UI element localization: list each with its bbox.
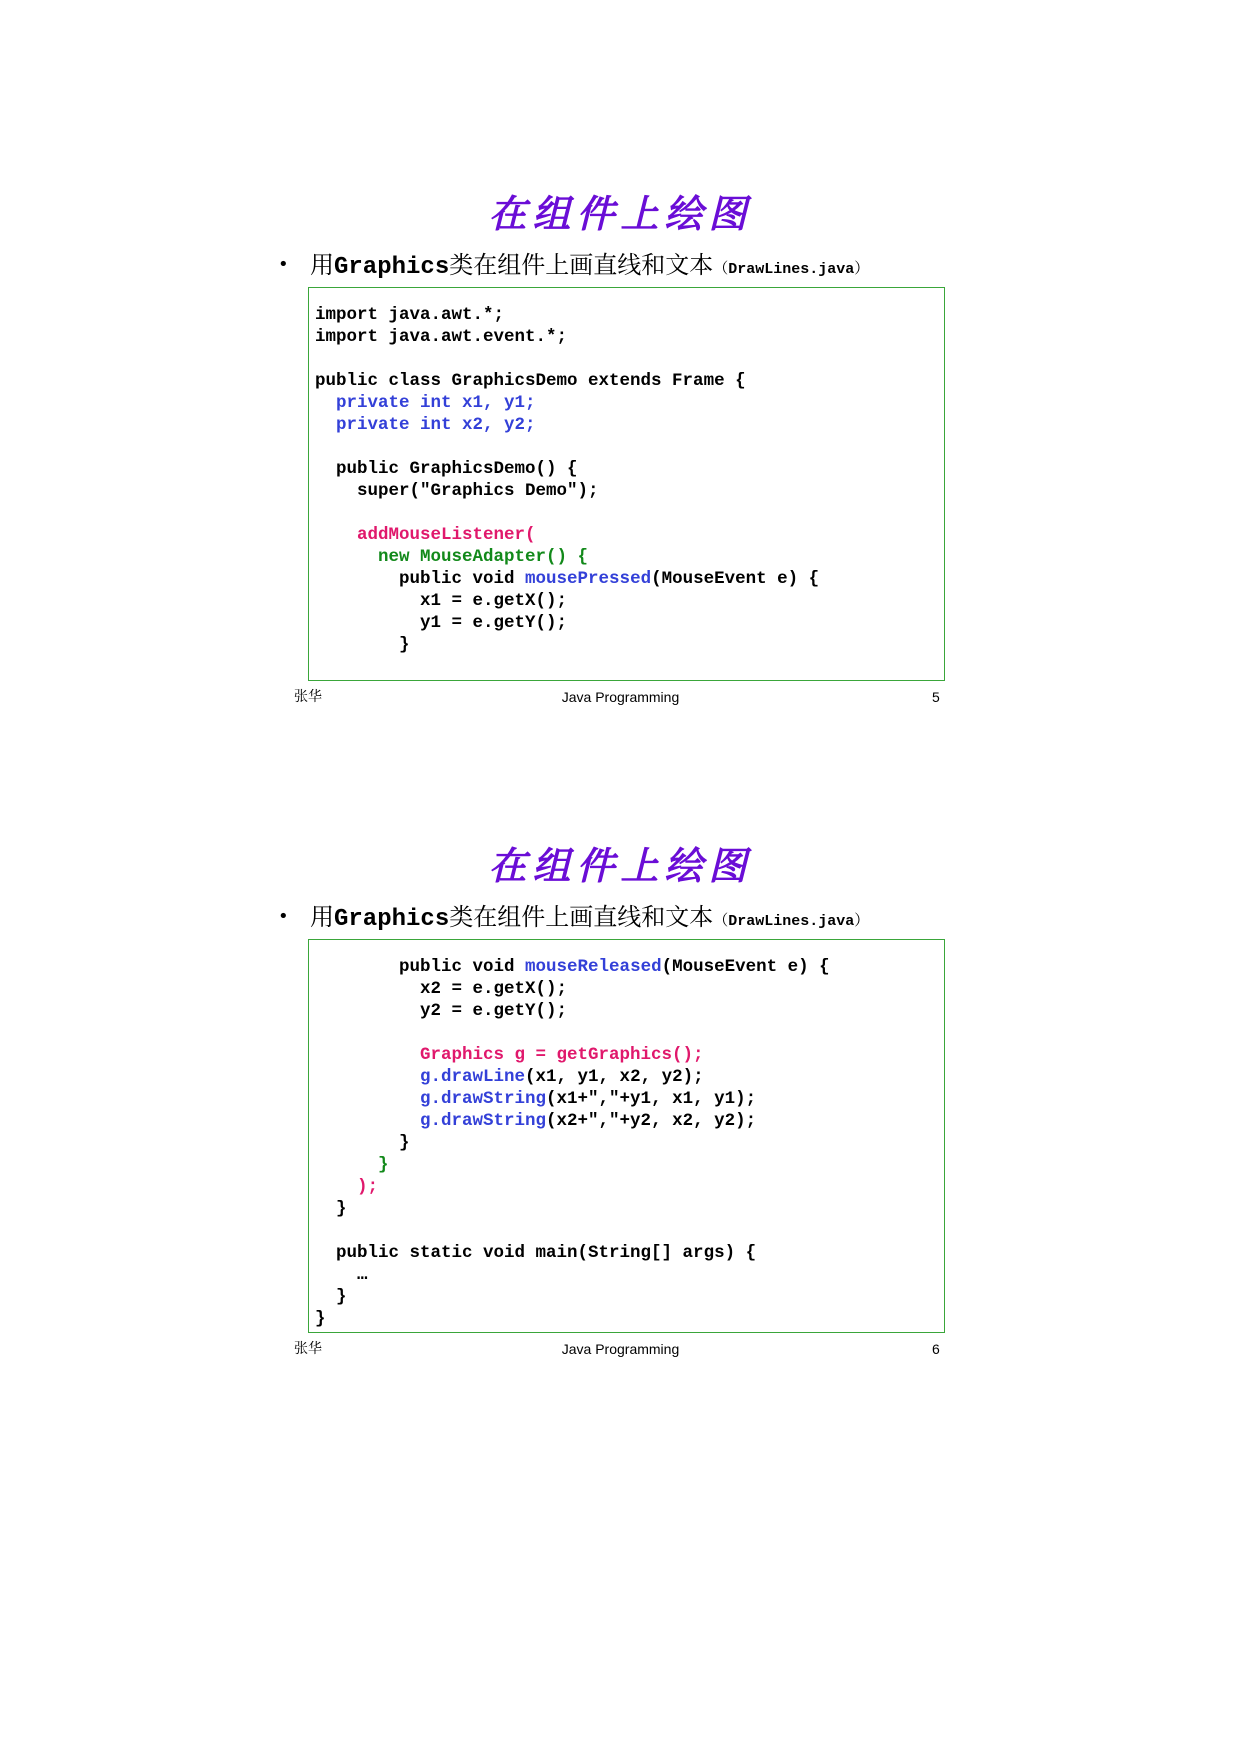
code-token: public static void main(String[] args) { bbox=[315, 1243, 757, 1263]
footer-page-number: 6 bbox=[932, 1341, 940, 1357]
bullet-text-post: 类在组件上画直线和文本 bbox=[449, 903, 714, 931]
code-token: super("Graphics Demo"); bbox=[315, 481, 599, 501]
code-line bbox=[315, 1022, 944, 1044]
code-token: (MouseEvent e) { bbox=[651, 569, 820, 589]
code-token: x2 = e.getX(); bbox=[315, 979, 568, 999]
code-token: g.drawLine bbox=[315, 1067, 526, 1087]
code-line bbox=[315, 1044, 944, 1066]
code-line bbox=[315, 480, 944, 502]
code-line bbox=[315, 1110, 944, 1132]
code-token: private int x2, y2; bbox=[315, 415, 536, 435]
bullet-paren-open: （ bbox=[713, 911, 729, 929]
code-token: import java.awt.*; bbox=[315, 305, 505, 325]
bullet-paren-close: ） bbox=[854, 911, 870, 929]
bullet-filename: DrawLines.java bbox=[728, 261, 855, 278]
code-line bbox=[315, 1088, 944, 1110]
code-token: mousePressed bbox=[525, 569, 652, 589]
code-token: } bbox=[315, 1133, 410, 1153]
bullet-text-pre: 用 bbox=[310, 251, 334, 279]
slide-1 bbox=[0, 0, 1241, 705]
bullet-icon: • bbox=[278, 254, 289, 275]
code-token: mouseReleased bbox=[525, 957, 662, 977]
bullet-filename: DrawLines.java bbox=[728, 913, 855, 930]
footer-author: 张华 bbox=[294, 1341, 322, 1357]
bullet-paren-close: ） bbox=[854, 259, 870, 277]
code-line bbox=[315, 326, 944, 348]
bullet-text-pre: 用 bbox=[310, 903, 334, 931]
code-line bbox=[315, 1286, 944, 1308]
footer-course: Java Programming bbox=[561, 689, 680, 705]
code-line bbox=[315, 348, 944, 370]
code-token: ); bbox=[315, 1177, 379, 1197]
code-token: } bbox=[315, 1287, 347, 1307]
code-line bbox=[315, 1308, 944, 1330]
code-line bbox=[315, 1220, 944, 1242]
slide-title: 在组件上绘图 bbox=[488, 191, 753, 236]
code-token: g.drawString bbox=[315, 1111, 547, 1131]
bullet-point bbox=[278, 248, 869, 282]
slide-title: 在组件上绘图 bbox=[488, 843, 753, 888]
code-line bbox=[315, 1132, 944, 1154]
code-token: public void bbox=[315, 957, 526, 977]
code-token: public GraphicsDemo() { bbox=[315, 459, 578, 479]
code-token: new MouseAdapter() { bbox=[315, 547, 589, 567]
code-token: } bbox=[315, 1155, 389, 1175]
code-line bbox=[315, 1000, 944, 1022]
bullet-icon: • bbox=[278, 906, 289, 927]
code-token: Graphics g = getGraphics(); bbox=[315, 1045, 704, 1065]
code-token: x1 = e.getX(); bbox=[315, 591, 568, 611]
code-token: import java.awt.event.*; bbox=[315, 327, 568, 347]
code-line bbox=[315, 1242, 944, 1264]
code-token: public void bbox=[315, 569, 526, 589]
code-line bbox=[315, 978, 944, 1000]
bullet-text-post: 类在组件上画直线和文本 bbox=[449, 251, 714, 279]
bullet-text-code: Graphics bbox=[334, 254, 450, 281]
code-token: } bbox=[315, 1199, 347, 1219]
code-line bbox=[315, 458, 944, 480]
footer-author: 张华 bbox=[294, 689, 322, 705]
code-line bbox=[315, 1066, 944, 1088]
code-line bbox=[315, 414, 944, 436]
footer-course: Java Programming bbox=[561, 1341, 680, 1357]
code-token: y2 = e.getY(); bbox=[315, 1001, 568, 1021]
code-token: private int x1, y1; bbox=[315, 393, 536, 413]
code-line bbox=[315, 1264, 944, 1286]
code-token: public class GraphicsDemo extends Frame { bbox=[315, 371, 746, 391]
code-token: (x2+","+y2, x2, y2); bbox=[546, 1111, 757, 1131]
code-token: addMouseListener( bbox=[315, 525, 536, 545]
footer-page-number: 5 bbox=[932, 689, 940, 705]
bullet-point bbox=[278, 900, 869, 934]
code-token: (MouseEvent e) { bbox=[661, 957, 830, 977]
code-box bbox=[308, 939, 945, 1333]
code-line bbox=[315, 1154, 944, 1176]
code-line bbox=[315, 546, 944, 568]
code-line bbox=[315, 956, 944, 978]
code-line bbox=[315, 568, 944, 590]
code-token: (x1+","+y1, x1, y1); bbox=[546, 1089, 757, 1109]
code-token: } bbox=[315, 1309, 326, 1329]
code-token: } bbox=[315, 635, 410, 655]
bullet-paren-open: （ bbox=[713, 259, 729, 277]
code-line bbox=[315, 524, 944, 546]
code-token: (x1, y1, x2, y2); bbox=[525, 1067, 704, 1087]
code-line bbox=[315, 304, 944, 326]
code-line bbox=[315, 590, 944, 612]
code-line bbox=[315, 502, 944, 524]
code-line bbox=[315, 392, 944, 414]
slide-2 bbox=[0, 652, 1241, 1357]
code-line bbox=[315, 612, 944, 634]
code-token: g.drawString bbox=[315, 1089, 547, 1109]
code-line bbox=[315, 1198, 944, 1220]
code-line bbox=[315, 1176, 944, 1198]
code-line bbox=[315, 436, 944, 458]
bullet-text-code: Graphics bbox=[334, 906, 450, 933]
code-line bbox=[315, 370, 944, 392]
code-token: … bbox=[315, 1265, 368, 1285]
code-box bbox=[308, 287, 945, 681]
code-token: y1 = e.getY(); bbox=[315, 613, 568, 633]
